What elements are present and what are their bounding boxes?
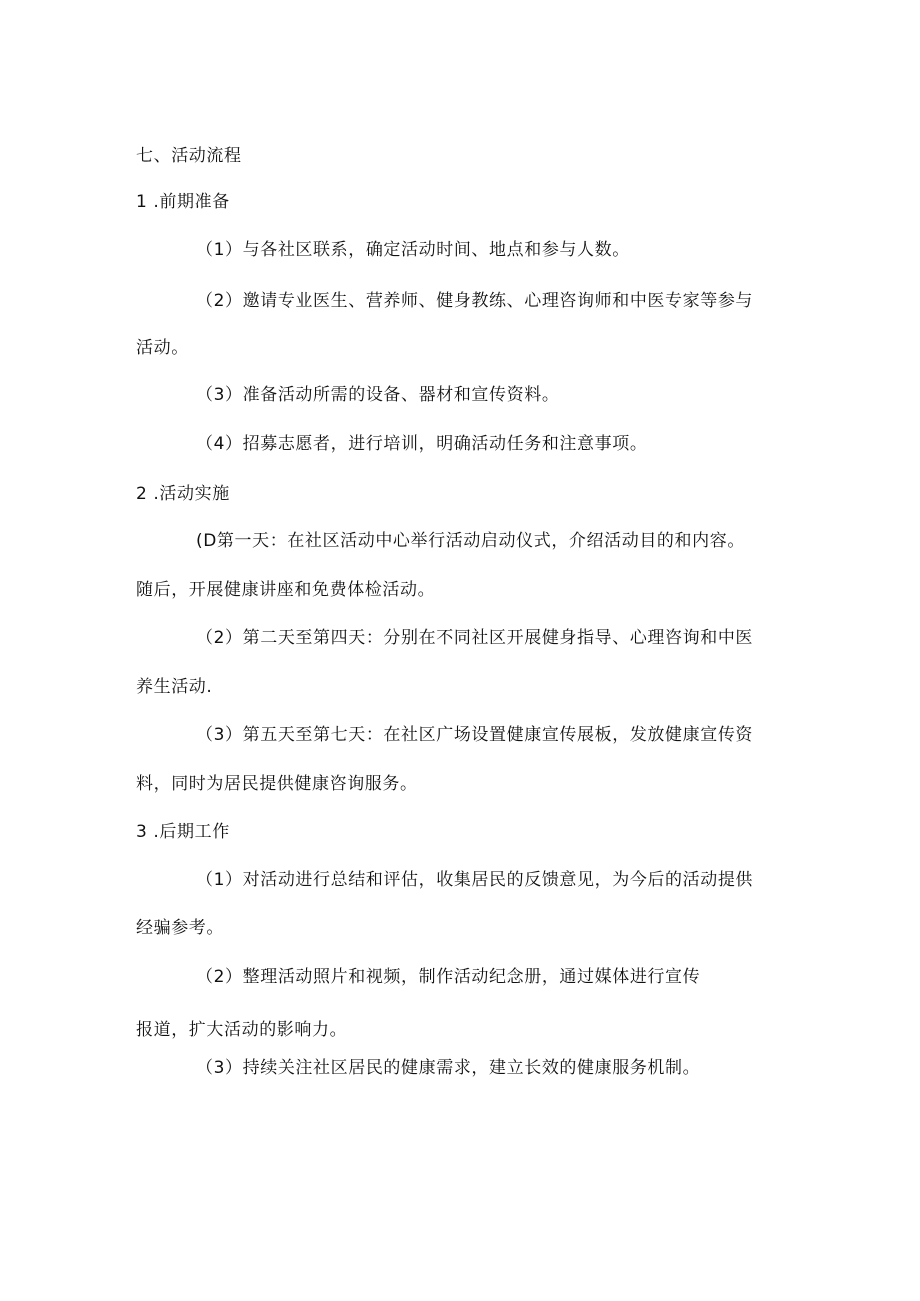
post-item-3: （3）持续关注社区居民的健康需求，建立长效的健康服务机制。 <box>196 1058 701 1078</box>
prep-item-1: （1）与各社区联系，确定活动时间、地点和参与人数。 <box>196 240 630 260</box>
section-heading: 七、活动流程 <box>136 146 242 166</box>
post-item-1-line-2: 经骗参考。 <box>136 918 224 938</box>
prep-heading: 1 .前期准备 <box>136 192 230 212</box>
prep-item-3: （3）准备活动所需的设备、器材和宣传资料。 <box>196 385 560 405</box>
prep-item-4: （4）招募志愿者，进行培训，明确活动任务和注意事项。 <box>196 434 648 454</box>
post-item-2-line-2: 报道，扩大活动的影响力。 <box>136 1020 348 1040</box>
impl-item-3-line-2: 料，同时为居民提供健康咨询服务。 <box>136 774 418 794</box>
impl-heading: 2 .活动实施 <box>136 484 230 504</box>
impl-item-2-line-1: （2）第二天至第四天：分别在不同社区开展健身指导、心理咨询和中医 <box>196 628 754 648</box>
post-item-1-line-1: （1）对活动进行总结和评估，收集居民的反馈意见，为今后的活动提供 <box>196 870 754 890</box>
prep-item-2-line-2: 活动。 <box>136 338 189 358</box>
post-heading: 3 .后期工作 <box>136 822 230 842</box>
impl-item-1-line-2: 随后，开展健康讲座和免费体检活动。 <box>136 580 436 600</box>
impl-item-1-line-1: (D第一天：在社区活动中心举行活动启动仪式，介绍活动目的和内容。 <box>196 531 745 551</box>
impl-item-3-line-1: （3）第五天至第七天：在社区广场设置健康宣传展板，发放健康宣传资 <box>196 725 754 745</box>
impl-item-2-line-2: 养生活动. <box>136 677 213 697</box>
post-item-2-line-1: （2）整理活动照片和视频，制作活动纪念册，通过媒体进行宣传 <box>196 967 701 987</box>
prep-item-2-line-1: （2）邀请专业医生、营养师、健身教练、心理咨询师和中医专家等参与 <box>196 291 754 311</box>
